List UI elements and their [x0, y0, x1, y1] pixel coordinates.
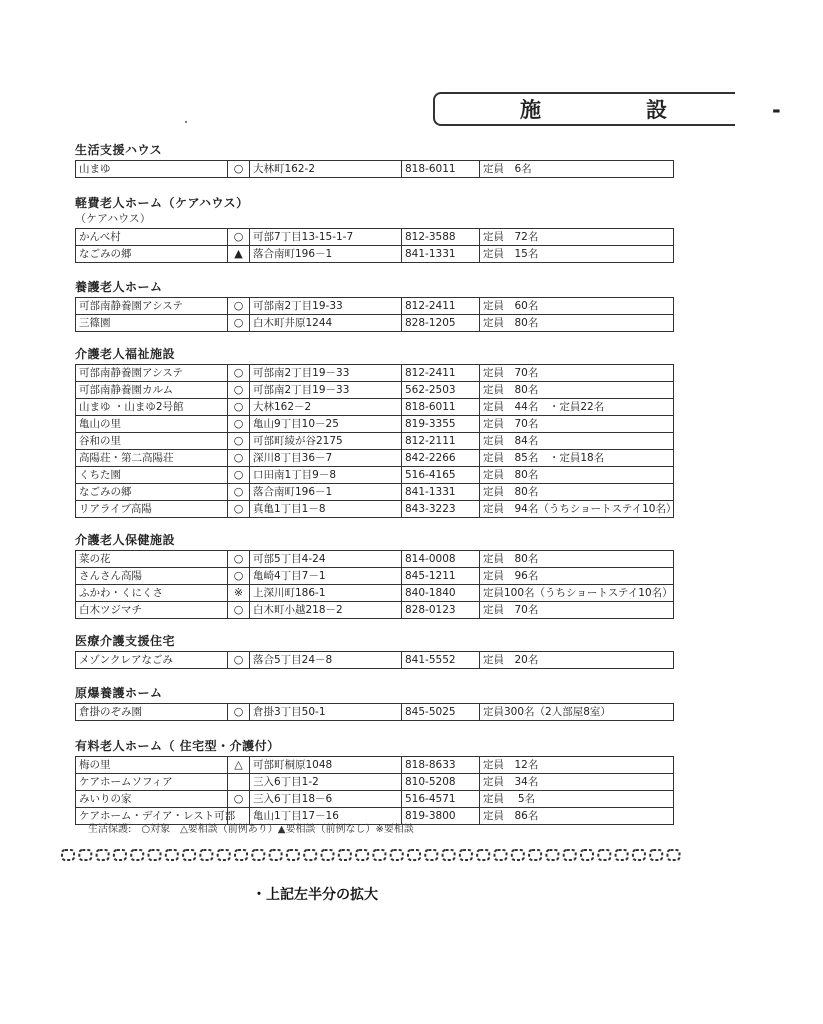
chain-link — [270, 850, 282, 860]
facility-address: 倉掛3丁目50-1 — [250, 704, 402, 721]
enlargement-note: ・上記左半分の拡大 — [252, 887, 378, 903]
chain-link — [564, 850, 576, 860]
facility-phone: 812-3588 — [402, 229, 480, 246]
facility-address: 三入6丁目1-2 — [250, 774, 402, 791]
facility-address: 大林町162-2 — [250, 161, 402, 178]
facility-capacity: 定員 80名 — [480, 382, 674, 399]
facility-phone: 841-1331 — [402, 484, 480, 501]
facility-address: 大林162－2 — [250, 399, 402, 416]
chain-link — [668, 850, 680, 860]
facility-name: 高陽荘・第二高陽荘 — [76, 450, 228, 467]
chain-link — [616, 850, 628, 860]
chain-link — [477, 850, 489, 860]
chain-link — [495, 850, 507, 860]
facility-section — [75, 633, 675, 669]
facility-address: 落合南町196－1 — [250, 484, 402, 501]
facility-capacity: 定員 44名 ・定員22名 — [480, 399, 674, 416]
facility-mark: ○ — [228, 365, 250, 382]
facility-address: 亀山9丁目10－25 — [250, 416, 402, 433]
section-title: 介護老人福祉施設 — [75, 347, 176, 361]
facility-section — [75, 738, 675, 825]
table-row — [76, 652, 674, 669]
facility-mark: ○ — [228, 484, 250, 501]
facility-mark: ▲ — [228, 246, 250, 263]
chain-link — [79, 850, 91, 860]
facility-mark: ○ — [228, 791, 250, 808]
facility-phone: 812-2411 — [402, 365, 480, 382]
facility-name: くちた園 — [76, 467, 228, 484]
facility-phone: 819-3800 — [402, 808, 480, 825]
facility-address: 亀山1丁目17－16 — [250, 808, 402, 825]
facility-phone: 818-6011 — [402, 161, 480, 178]
table-row — [76, 704, 674, 721]
table-row — [76, 774, 674, 791]
facility-phone: 842-2266 — [402, 450, 480, 467]
facility-capacity: 定員300名（2人部屋8室） — [480, 704, 674, 721]
facility-mark: ○ — [228, 433, 250, 450]
section-title: 養護老人ホーム — [75, 280, 163, 294]
facility-name: 三篠園 — [76, 315, 228, 332]
facility-name: 山まゆ ・山まゆ2号館 — [76, 399, 228, 416]
facility-address: 落合5丁目24－8 — [250, 652, 402, 669]
chain-link — [200, 850, 212, 860]
facility-address: 可部町綾が谷2175 — [250, 433, 402, 450]
facility-capacity: 定員 85名 ・定員18名 — [480, 450, 674, 467]
facility-capacity: 定員 80名 — [480, 467, 674, 484]
facility-table — [75, 756, 674, 825]
facility-table — [75, 703, 674, 721]
facility-name: なごみの郷 — [76, 484, 228, 501]
table-row — [76, 450, 674, 467]
facility-capacity: 定員 20名 — [480, 652, 674, 669]
facility-name: 可部南静養園アシステ — [76, 298, 228, 315]
facility-address: 白木町井原1244 — [250, 315, 402, 332]
facility-section — [75, 685, 675, 721]
chain-link — [598, 850, 610, 860]
facility-table — [75, 364, 677, 518]
facility-name: なごみの郷 — [76, 246, 228, 263]
facility-name: さんさん高陽 — [76, 568, 228, 585]
table-row — [76, 298, 674, 315]
chain-link — [252, 850, 264, 860]
facility-name: 倉掛のぞみ園 — [76, 704, 228, 721]
facility-name: 可部南静養園アシステ — [76, 365, 228, 382]
facility-name: みいりの家 — [76, 791, 228, 808]
facility-phone: 516-4571 — [402, 791, 480, 808]
facility-capacity: 定員 15名 — [480, 246, 674, 263]
facility-mark: ○ — [228, 416, 250, 433]
facility-phone: 845-5025 — [402, 704, 480, 721]
facility-name: ケアホームソフィア — [76, 774, 228, 791]
chain-link — [287, 850, 299, 860]
facility-phone: 516-4165 — [402, 467, 480, 484]
chain-link — [529, 850, 541, 860]
facility-mark: ○ — [228, 315, 250, 332]
chain-link — [131, 850, 143, 860]
facility-capacity: 定員 96名 — [480, 568, 674, 585]
facility-address: 白木町小越218－2 — [250, 602, 402, 619]
facility-mark: ○ — [228, 501, 250, 518]
facility-table — [75, 297, 674, 332]
table-row — [76, 551, 674, 568]
chain-link — [512, 850, 524, 860]
facility-address: 三入6丁目18－6 — [250, 791, 402, 808]
chain-link — [633, 850, 645, 860]
facility-mark: ○ — [228, 382, 250, 399]
table-row — [76, 791, 674, 808]
section-title: 軽費老人ホーム（ケアハウス） — [75, 196, 249, 210]
table-row — [76, 501, 674, 518]
facility-phone: 818-6011 — [402, 399, 480, 416]
chain-link — [235, 850, 247, 860]
chain-link — [304, 850, 316, 860]
facility-section — [75, 195, 675, 263]
facility-address: 口田南1丁目9－8 — [250, 467, 402, 484]
chain-link — [149, 850, 161, 860]
section-title: 有料老人ホーム（ 住宅型・介護付） — [75, 739, 280, 753]
chain-link — [425, 850, 437, 860]
section-title: 生活支援ハウス — [75, 143, 163, 157]
facility-mark: ※ — [228, 585, 250, 602]
chain-link — [581, 850, 593, 860]
facility-address: 可部町桐原1048 — [250, 757, 402, 774]
chain-link — [650, 850, 662, 860]
facility-name: 谷和の里 — [76, 433, 228, 450]
table-row — [76, 315, 674, 332]
chain-link — [356, 850, 368, 860]
facility-phone: 841-1331 — [402, 246, 480, 263]
facility-mark: ○ — [228, 551, 250, 568]
facility-mark: ○ — [228, 450, 250, 467]
table-row — [76, 161, 674, 178]
facility-phone: 812-2111 — [402, 433, 480, 450]
facility-capacity: 定員 12名 — [480, 757, 674, 774]
scan-speck — [185, 121, 187, 123]
facility-capacity: 定員100名（うちショートステイ10名） — [480, 585, 674, 602]
facility-table — [75, 550, 674, 619]
facility-table — [75, 651, 674, 669]
section-title: 原爆養護ホーム — [75, 686, 163, 700]
table-row — [76, 757, 674, 774]
facility-address: 落合南町196－1 — [250, 246, 402, 263]
table-row — [76, 416, 674, 433]
facility-capacity: 定員 70名 — [480, 365, 674, 382]
facility-name: 梅の里 — [76, 757, 228, 774]
facility-mark: ○ — [228, 298, 250, 315]
table-row — [76, 568, 674, 585]
facility-address: 可部7丁目13-15-1-7 — [250, 229, 402, 246]
facility-name: 菜の花 — [76, 551, 228, 568]
facility-name: 亀山の里 — [76, 416, 228, 433]
chain-link — [166, 850, 178, 860]
facility-mark: ○ — [228, 652, 250, 669]
facility-section — [75, 532, 675, 619]
facility-phone: 845-1211 — [402, 568, 480, 585]
chain-divider — [58, 847, 688, 863]
facility-phone: 840-1840 — [402, 585, 480, 602]
facility-phone: 841-5552 — [402, 652, 480, 669]
table-row — [76, 484, 674, 501]
table-row — [76, 585, 674, 602]
facility-name: 可部南静養園カルム — [76, 382, 228, 399]
facility-address: 可部南2丁目19－33 — [250, 365, 402, 382]
chain-link — [339, 850, 351, 860]
facility-phone: 819-3355 — [402, 416, 480, 433]
facility-mark: ○ — [228, 602, 250, 619]
page-title: 施 設 - — [520, 98, 823, 122]
section-title: 医療介護支援住宅 — [75, 634, 176, 648]
facility-name: メゾンクレアなごみ — [76, 652, 228, 669]
facility-mark — [228, 774, 250, 791]
facility-table — [75, 160, 674, 178]
table-row — [76, 602, 674, 619]
facility-phone: 828-1205 — [402, 315, 480, 332]
facility-phone: 828-0123 — [402, 602, 480, 619]
table-row — [76, 365, 674, 382]
chain-link — [97, 850, 109, 860]
facility-name: ケアホーム・デイア・レスト可部 — [76, 808, 228, 825]
facility-capacity: 定員 70名 — [480, 416, 674, 433]
facility-phone: 818-8633 — [402, 757, 480, 774]
facility-capacity: 定員 80名 — [480, 484, 674, 501]
chain-link — [408, 850, 420, 860]
facility-section — [75, 142, 675, 178]
facility-name: 白木ツジマチ — [76, 602, 228, 619]
facility-mark: △ — [228, 757, 250, 774]
facility-name: かんべ村 — [76, 229, 228, 246]
facility-name: ふかわ・くにくさ — [76, 585, 228, 602]
facility-address: 可部南2丁目19－33 — [250, 382, 402, 399]
facility-capacity: 定員 6名 — [480, 161, 674, 178]
facility-address: 可部南2丁目19-33 — [250, 298, 402, 315]
facility-mark: ○ — [228, 399, 250, 416]
facility-phone: 562-2503 — [402, 382, 480, 399]
table-row — [76, 382, 674, 399]
facility-address: 真亀1丁目1－8 — [250, 501, 402, 518]
facility-address: 可部5丁目4-24 — [250, 551, 402, 568]
table-row — [76, 433, 674, 450]
facility-phone: 814-0008 — [402, 551, 480, 568]
facility-mark: ○ — [228, 568, 250, 585]
facility-capacity: 定員 84名 — [480, 433, 674, 450]
facility-mark: ○ — [228, 467, 250, 484]
chain-link — [322, 850, 334, 860]
facility-table — [75, 228, 674, 263]
facility-address: 深川8丁目36－7 — [250, 450, 402, 467]
facility-address: 亀崎4丁目7－1 — [250, 568, 402, 585]
legend: 生活保護: ○対象 △要相談（前例あり）▲要相談（前例なし）※要相談 — [88, 824, 414, 835]
chain-link — [443, 850, 455, 860]
facility-address: 上深川町186-1 — [250, 585, 402, 602]
facility-phone: 843-3223 — [402, 501, 480, 518]
facility-section — [75, 346, 675, 518]
chain-link — [391, 850, 403, 860]
facility-capacity: 定員 34名 — [480, 774, 674, 791]
facility-capacity: 定員 60名 — [480, 298, 674, 315]
table-row — [76, 399, 674, 416]
table-row — [76, 246, 674, 263]
chain-link — [218, 850, 230, 860]
facility-section — [75, 279, 675, 332]
facility-capacity: 定員 94名（うちショートステイ10名） — [480, 501, 674, 518]
facility-mark: ○ — [228, 229, 250, 246]
facility-phone: 812-2411 — [402, 298, 480, 315]
facility-capacity: 定員 5名 — [480, 791, 674, 808]
chain-link — [183, 850, 195, 860]
facility-mark: ○ — [228, 161, 250, 178]
chain-link — [62, 850, 74, 860]
section-subtitle: （ケアハウス） — [75, 212, 151, 225]
facility-capacity: 定員 70名 — [480, 602, 674, 619]
facility-capacity: 定員 86名 — [480, 808, 674, 825]
facility-capacity: 定員 80名 — [480, 315, 674, 332]
chain-link — [546, 850, 558, 860]
section-title: 介護老人保健施設 — [75, 533, 176, 547]
facility-mark: ○ — [228, 704, 250, 721]
facility-capacity: 定員 80名 — [480, 551, 674, 568]
facility-name: 山まゆ — [76, 161, 228, 178]
table-row — [76, 467, 674, 484]
facility-phone: 810-5208 — [402, 774, 480, 791]
chain-link — [114, 850, 126, 860]
facility-name: リアライブ高陽 — [76, 501, 228, 518]
facility-capacity: 定員 72名 — [480, 229, 674, 246]
chain-link — [460, 850, 472, 860]
table-row — [76, 229, 674, 246]
chain-link — [373, 850, 385, 860]
